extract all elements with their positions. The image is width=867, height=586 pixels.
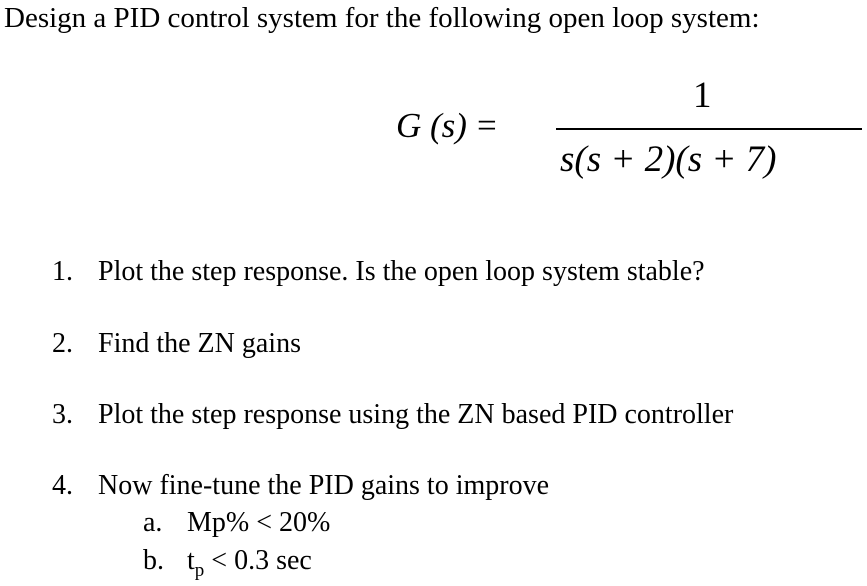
list-item-text: Plot the step response using the ZN based PID controller [98, 399, 734, 430]
sub-item-base: t [187, 545, 195, 576]
fraction-denominator: s(s + 2)(s + 7) [560, 139, 777, 180]
sub-item-text [187, 545, 312, 581]
list-item-text: Plot the step response. Is the open loop system stable? [98, 256, 705, 287]
sub-item-letter: a. [143, 507, 163, 538]
equation-lhs [396, 106, 497, 146]
list-item-text: Find the ZN gains [98, 328, 301, 359]
equals-sign: = [476, 106, 497, 145]
list-item-number: 2. [52, 328, 73, 359]
fraction-numerator: 1 [693, 75, 712, 116]
list-item-number: 1. [52, 256, 73, 287]
sub-item-text: Mp% < 20% [187, 507, 331, 538]
page-title: Design a PID control system for the following open loop system: [4, 2, 760, 34]
list-item-number: 3. [52, 399, 73, 430]
sub-item-rest: < 0.3 sec [204, 545, 312, 576]
list-item-number: 4. [52, 470, 73, 501]
sub-item-letter: b. [143, 545, 164, 576]
equation-lhs-text: G (s) [396, 106, 467, 145]
fraction-bar [556, 128, 862, 130]
sub-item-subscript: p [194, 560, 205, 581]
list-item-text: Now fine-tune the PID gains to improve [98, 470, 550, 501]
